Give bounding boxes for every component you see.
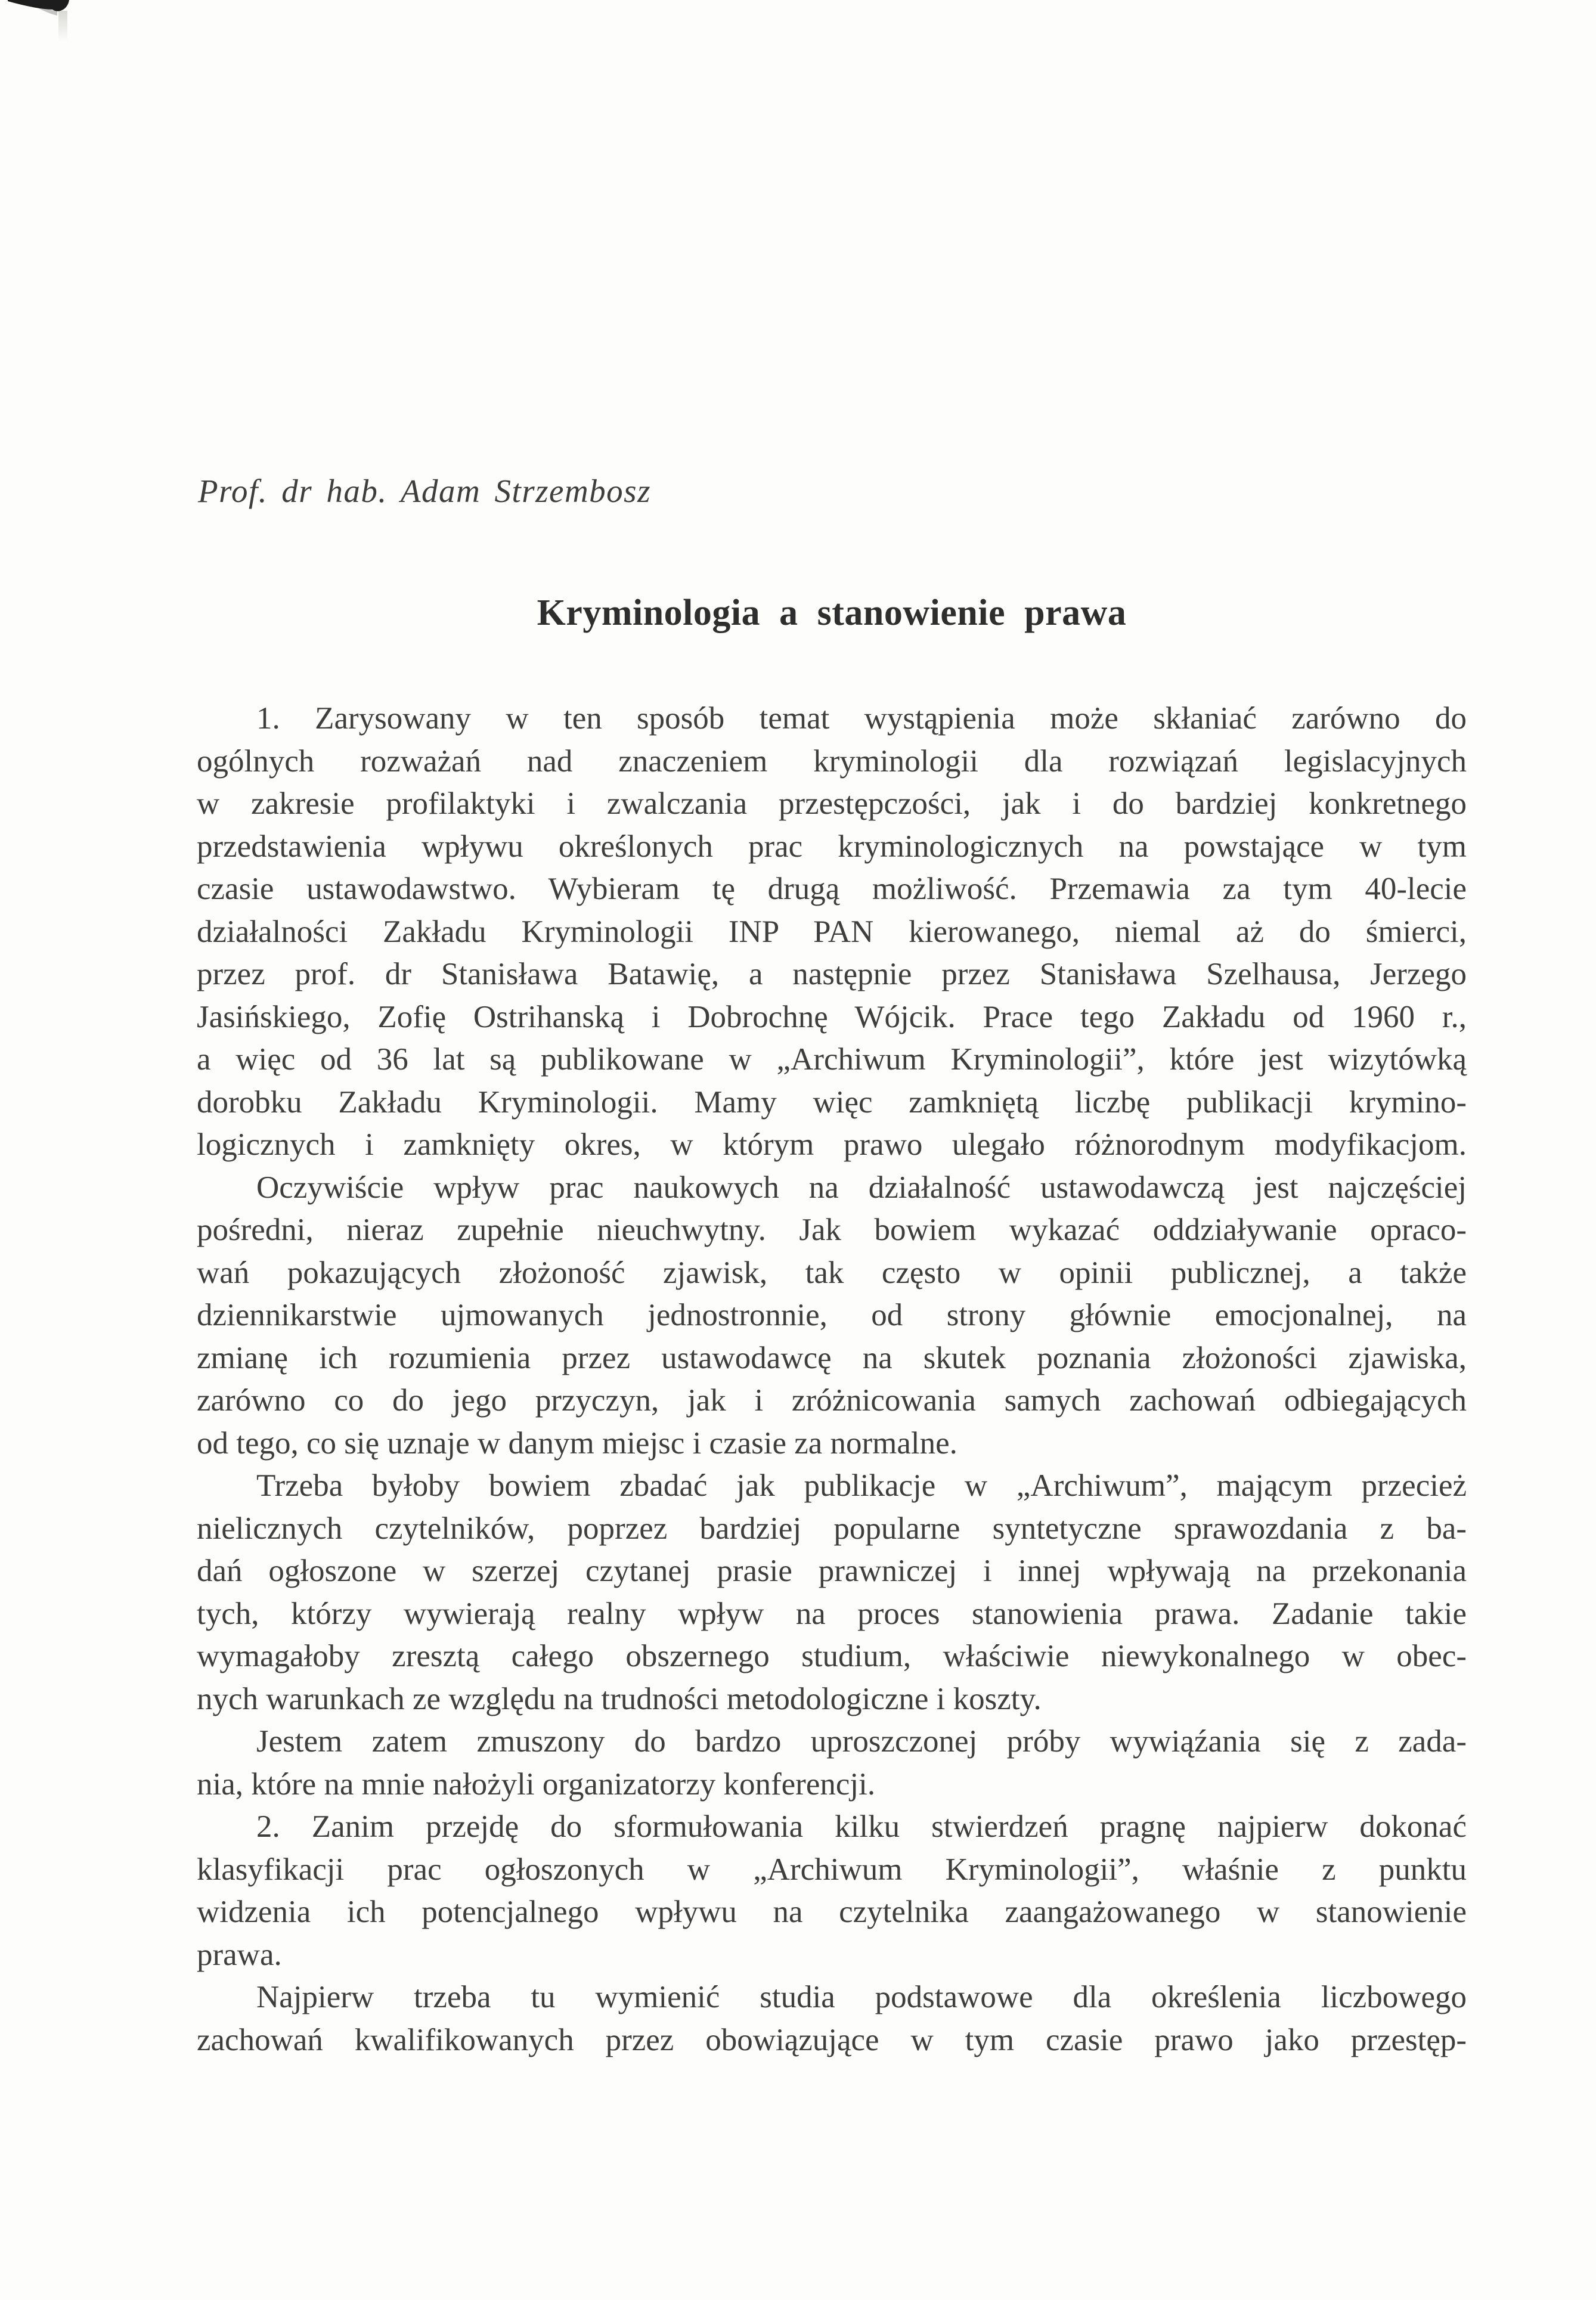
body-line: Jasińskiego, Zofię Ostrihanską i Dobrochnę Wójcik. Prace tego Zakładu od 1960 r., xyxy=(197,999,1467,1034)
body-line: zarówno co do jego przyczyn, jak i zróżnicowania samych zachowań odbiegających xyxy=(197,1383,1467,1418)
body-text xyxy=(197,698,1467,2062)
body-line: od tego, co się uznaje w danym miejsc i czasie za normalne. xyxy=(197,1425,957,1461)
body-line: 1. Zarysowany w ten sposób temat wystąpienia może skłaniać zarówno do xyxy=(256,701,1467,736)
page-title: Kryminologia a stanowienie prawa xyxy=(537,593,1127,633)
body-line: 2. Zanim przejdę do sformułowania kilku stwierdzeń pragnę najpierw dokonać xyxy=(256,1809,1467,1844)
scan-corner-artifact xyxy=(0,0,191,143)
body-line: przez prof. dr Stanisława Batawię, a następnie przez Stanisława Szelhausa, Jerzego xyxy=(197,957,1467,991)
body-line: wymagałoby zresztą całego obszernego studium, właściwie niewykonalnego w obec- xyxy=(197,1639,1467,1673)
body-line: prawa. xyxy=(197,1937,282,1972)
body-line: a więc od 36 lat są publikowane w „Archiwum Kryminologii”, które jest wizytówką xyxy=(197,1042,1467,1077)
body-line: przedstawienia wpływu określonych prac kryminologicznych na powstające w tym xyxy=(197,829,1467,864)
body-line: w zakresie profilaktyki i zwalczania przestępczości, jak i do bardziej konkretnego xyxy=(197,786,1467,821)
body-line: tych, którzy wywierają realny wpływ na proces stanowienia prawa. Zadanie takie xyxy=(197,1596,1467,1631)
body-line: Oczywiście wpływ prac naukowych na działalność ustawodawczą jest najczęściej xyxy=(256,1170,1467,1205)
body-line: Trzeba byłoby bowiem zbadać jak publikacje w „Archiwum”, mającym przecież xyxy=(256,1468,1467,1503)
body-line: wań pokazujących złożoność zjawisk, tak często w opinii publicznej, a także xyxy=(197,1255,1467,1290)
body-line: ogólnych rozważań nad znaczeniem kryminologii dla rozwiązań legislacyjnych xyxy=(197,743,1467,779)
body-line: Najpierw trzeba tu wymienić studia podstawowe dla określenia liczbowego xyxy=(256,1980,1467,2014)
body-line: nia, które na mnie nałożyli organizatorzy konferencji. xyxy=(197,1766,876,1802)
author-line: Prof. dr hab. Adam Strzembosz xyxy=(198,473,651,509)
body-line: dań ogłoszone w szerzej czytanej prasie prawniczej i innej wpływają na przekonania xyxy=(197,1554,1467,1588)
body-line: nielicznych czytelników, poprzez bardziej popularne syntetyczne sprawozdania z ba- xyxy=(197,1511,1467,1546)
body-line: widzenia ich potencjalnego wpływu na czytelnika zaangażowanego w stanowienie xyxy=(197,1895,1467,1929)
body-line: działalności Zakładu Kryminologii INP PAN kierowanego, niemal aż do śmierci, xyxy=(197,914,1467,949)
body-line: dorobku Zakładu Kryminologii. Mamy więc zamkniętą liczbę publikacji krymino- xyxy=(197,1084,1467,1120)
body-line: logicznych i zamknięty okres, w którym prawo ulegało różnorodnym modyfikacjom. xyxy=(197,1127,1467,1162)
body-line: zachowań kwalifikowanych przez obowiązujące w tym czasie prawo jako przestęp- xyxy=(197,2022,1467,2057)
body-line: nych warunkach ze względu na trudności metodologiczne i koszty. xyxy=(197,1681,1042,1716)
body-line: pośredni, nieraz zupełnie nieuchwytny. Jak bowiem wykazać oddziaływanie opraco- xyxy=(197,1213,1467,1247)
body-line: czasie ustawodawstwo. Wybieram tę drugą możliwość. Przemawia za tym 40-lecie xyxy=(197,872,1467,906)
body-line: zmianę ich rozumienia przez ustawodawcę na skutek poznania złożoności zjawiska, xyxy=(197,1340,1467,1375)
body-line: klasyfikacji prac ogłoszonych w „Archiwum Kryminologii”, właśnie z punktu xyxy=(197,1852,1467,1887)
body-line: Jestem zatem zmuszony do bardzo uproszczonej próby wywiąźania się z zada- xyxy=(256,1724,1467,1759)
body-line: dziennikarstwie ujmowanych jednostronnie, od strony głównie emocjonalnej, na xyxy=(197,1298,1467,1332)
